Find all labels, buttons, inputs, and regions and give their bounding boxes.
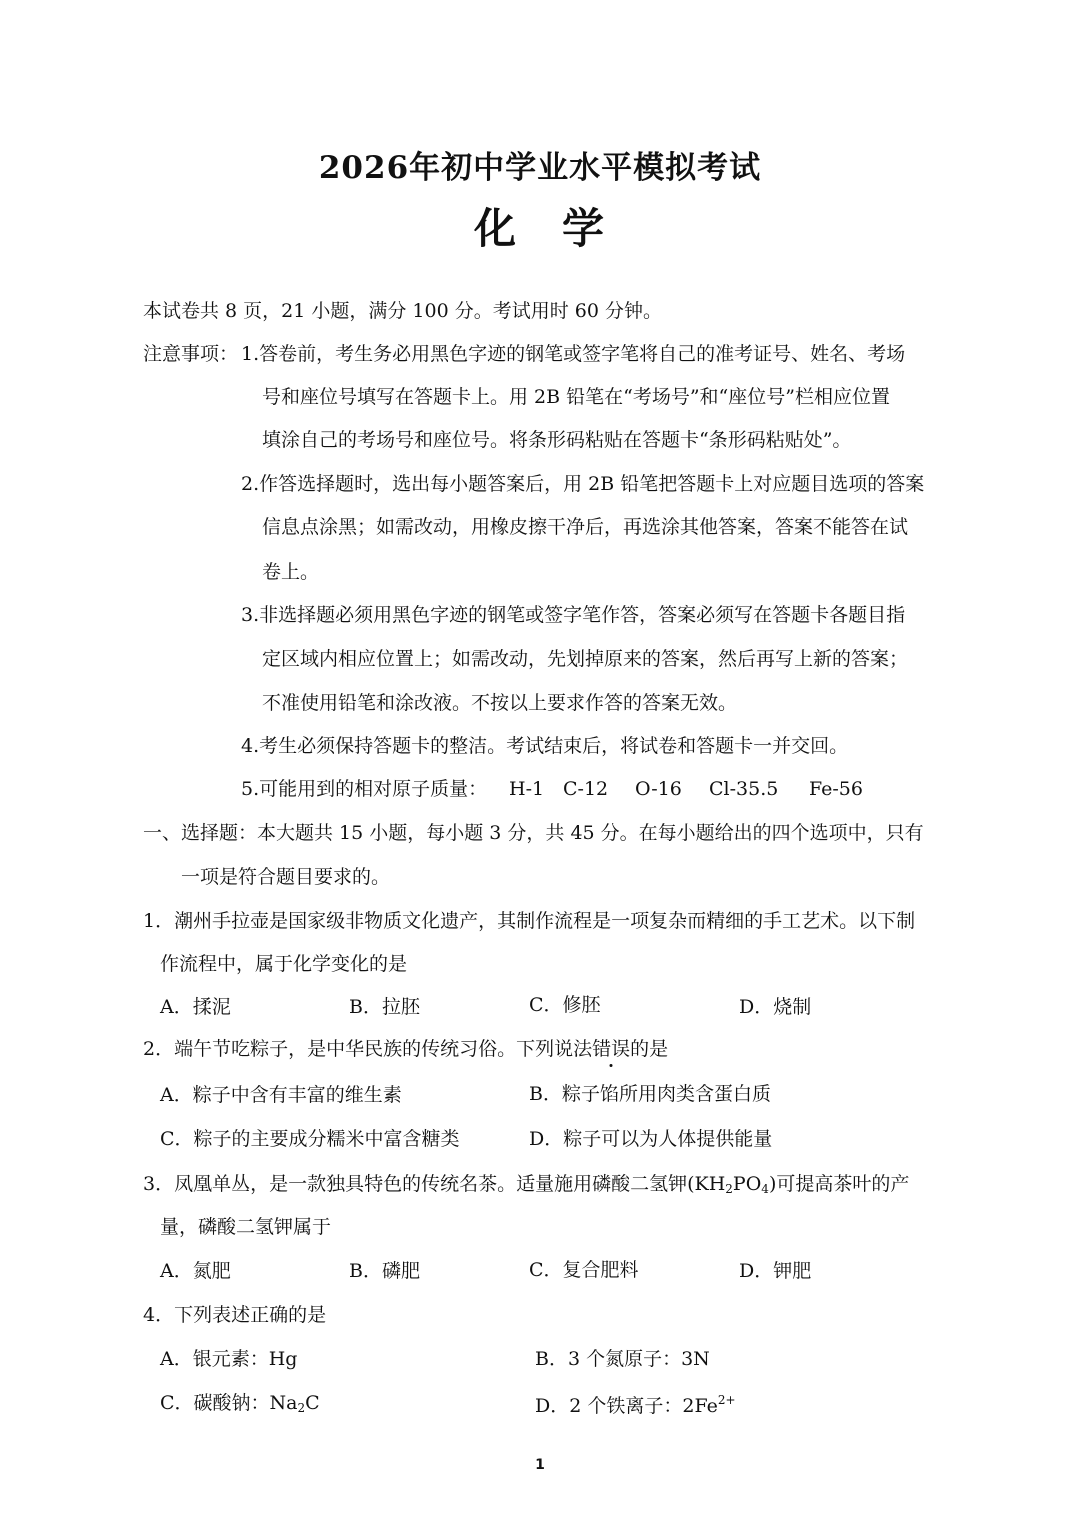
question-4-option-c-end: C bbox=[305, 1392, 320, 1414]
question-3-stem bbox=[143, 1175, 909, 1195]
subscript: 2 bbox=[297, 1401, 306, 1415]
section-heading-cont: 一项是符合题目要求的。 bbox=[181, 866, 391, 888]
subscript: 4 bbox=[761, 1182, 769, 1196]
notes-label: 注意事项： bbox=[143, 343, 239, 365]
notes-line: 信息点涂黑；如需改动，用橡皮擦干净后，再选涂其他答案，答案不能答在试 bbox=[262, 516, 909, 538]
atomic-mass-item: H-1 bbox=[509, 778, 545, 800]
question-3-stem-text: 3．凤凰单丛，是一款独具特色的传统名茶。适量施用磷酸二氢钾(KH bbox=[143, 1173, 726, 1195]
question-3-stem-cont: 量，磷酸二氢钾属于 bbox=[160, 1216, 332, 1238]
subject-title: 化 学 bbox=[473, 204, 606, 253]
atomic-masses bbox=[241, 778, 863, 800]
intro-line: 本试卷共 8 页，21 小题，满分 100 分。考试用时 60 分钟。 bbox=[143, 300, 662, 322]
question-4-option-c bbox=[160, 1394, 320, 1414]
question-1-option-a: A．揉泥 bbox=[160, 996, 231, 1018]
question-1-stem: 1．潮州手拉壶是国家级非物质文化遗产，其制作流程是一项复杂而精细的手工艺术。以下制 bbox=[143, 910, 916, 932]
atomic-mass-item: Cl-35.5 bbox=[709, 778, 779, 800]
notes-line: 4.考生必须保持答题卡的整洁。考试结束后，将试卷和答题卡一并交回。 bbox=[241, 735, 849, 757]
notes-line: 不准使用铅笔和涂改液。不按以上要求作答的答案无效。 bbox=[262, 692, 738, 714]
notes-line: 卷上。 bbox=[262, 561, 320, 583]
question-1-option-c: C．修胚 bbox=[529, 994, 601, 1016]
notes-line: 2.作答选择题时，选出每小题答案后，用 2B 铅笔把答题卡上对应题目选项的答案 bbox=[241, 473, 925, 495]
question-1-stem-cont: 作流程中，属于化学变化的是 bbox=[160, 953, 408, 975]
superscript: 2+ bbox=[717, 1393, 736, 1407]
question-4-option-d-text: D．2 个铁离子：2Fe bbox=[535, 1395, 718, 1417]
atomic-masses-label: 5.可能用到的相对原子质量： bbox=[241, 778, 488, 800]
question-3-option-a: A．氮肥 bbox=[160, 1260, 231, 1282]
section-heading: 一、选择题：本大题共 15 小题，每小题 3 分，共 45 分。在每小题给出的四个选项中，只有 bbox=[143, 822, 924, 844]
question-4-option-d bbox=[535, 1394, 736, 1416]
atomic-mass-item: Fe-56 bbox=[809, 778, 863, 800]
question-4-option-c-text: C．碳酸钠：Na bbox=[160, 1392, 298, 1414]
question-3-formula: PO bbox=[732, 1173, 762, 1195]
notes-line: 号和座位号填写在答题卡上。用 2B 铅笔在“考场号”和“座位号”栏相应位置 bbox=[262, 386, 890, 408]
question-2-emphasis: 错误 bbox=[592, 1038, 631, 1060]
question-2-stem-text: 2．端午节吃粽子，是中华民族的传统习俗。下列说法 bbox=[143, 1038, 593, 1060]
notes-line: 填涂自己的考场号和座位号。将条形码粘贴在答题卡“条形码粘贴处”。 bbox=[262, 429, 852, 451]
exam-title: 2026年初中学业水平模拟考试 bbox=[318, 150, 762, 186]
question-4-stem: 4．下列表述正确的是 bbox=[143, 1304, 327, 1326]
question-2-option-d: D．粽子可以为人体提供能量 bbox=[529, 1128, 773, 1150]
question-3-stem-text-end: )可提高茶叶的产 bbox=[768, 1173, 910, 1195]
question-3-option-b: B．磷肥 bbox=[349, 1260, 420, 1282]
question-2-stem bbox=[143, 1040, 668, 1059]
question-3-option-d: D．钾肥 bbox=[739, 1260, 812, 1282]
question-4-option-a: A．银元素：Hg bbox=[160, 1348, 298, 1370]
atomic-mass-item: O-16 bbox=[635, 778, 682, 800]
question-2-option-b: B．粽子馅所用肉类含蛋白质 bbox=[529, 1083, 771, 1105]
notes-line: 定区域内相应位置上；如需改动，先划掉原来的答案，然后再写上新的答案； bbox=[262, 648, 909, 670]
question-2-option-a: A．粽子中含有丰富的维生素 bbox=[160, 1084, 402, 1106]
page-number: 1 bbox=[535, 1457, 545, 1473]
question-2-option-c: C．粽子的主要成分糯米中富含糖类 bbox=[160, 1128, 460, 1150]
question-2-stem-end: 的是 bbox=[630, 1038, 669, 1060]
atomic-mass-item: C-12 bbox=[563, 778, 609, 800]
notes-line: 1.答卷前，考生务必用黑色字迹的钢笔或签字笔将自己的准考证号、姓名、考场 bbox=[241, 343, 906, 365]
question-3-option-c: C．复合肥料 bbox=[529, 1259, 639, 1281]
notes-line: 3.非选择题必须用黑色字迹的钢笔或签字笔作答，答案必须写在答题卡各题目指 bbox=[241, 604, 906, 626]
subscript: 2 bbox=[725, 1182, 733, 1196]
question-1-option-b: B．拉胚 bbox=[349, 996, 420, 1018]
question-1-option-d: D．烧制 bbox=[739, 996, 812, 1018]
question-4-option-b: B．3 个氮原子：3N bbox=[535, 1348, 710, 1370]
